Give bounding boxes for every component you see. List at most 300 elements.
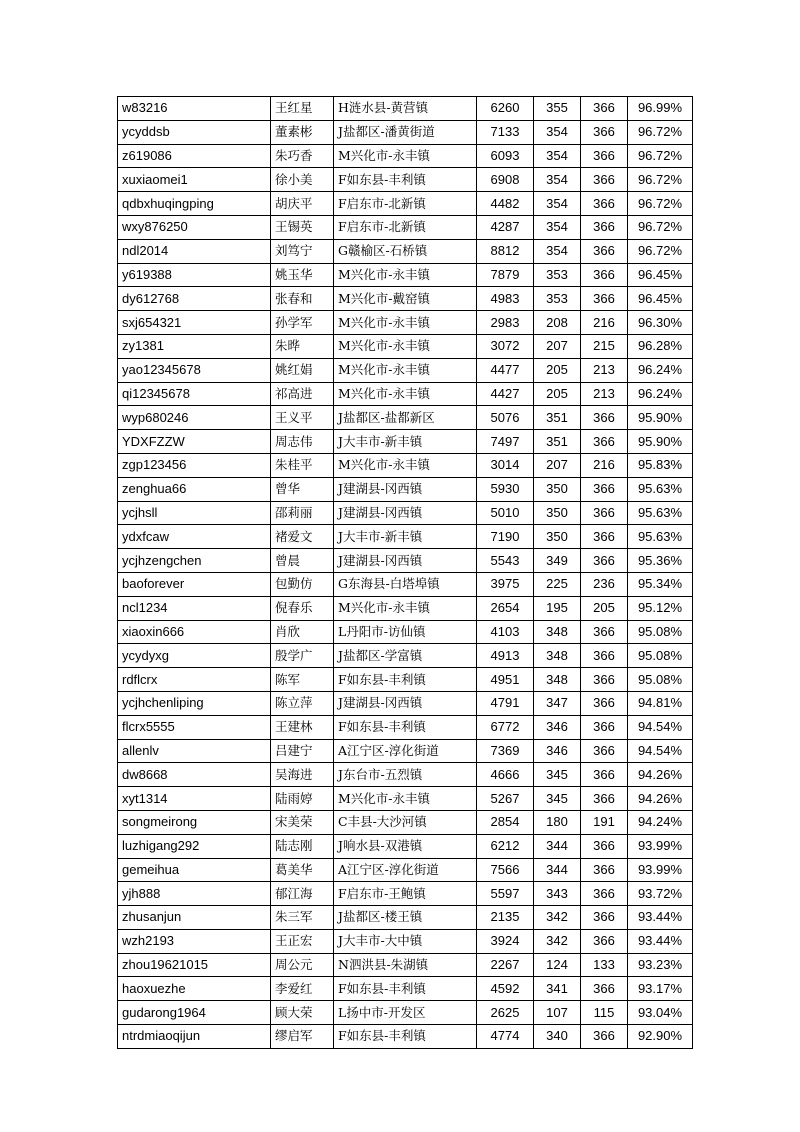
days-cell: 343 [534,882,581,906]
rate-cell: 93.44% [628,906,693,930]
area-cell: F启东市-北新镇 [334,215,477,239]
username-cell: ntrdmiaoqijun [118,1025,271,1049]
days-cell: 345 [534,787,581,811]
username-cell: dw8668 [118,763,271,787]
total-days-cell: 366 [581,1025,628,1049]
name-cell: 姚玉华 [271,263,334,287]
total-days-cell: 366 [581,929,628,953]
days-cell: 350 [534,501,581,525]
score-cell: 4791 [477,691,534,715]
username-cell: ycjhzengchen [118,549,271,573]
days-cell: 350 [534,525,581,549]
days-cell: 344 [534,834,581,858]
username-cell: zgp123456 [118,453,271,477]
score-cell: 3924 [477,929,534,953]
area-cell: F启东市-王鲍镇 [334,882,477,906]
days-cell: 351 [534,406,581,430]
name-cell: 宋美荣 [271,810,334,834]
score-cell: 2267 [477,953,534,977]
name-cell: 陈立萍 [271,691,334,715]
table-row [118,763,693,787]
area-cell: G赣榆区-石桥镇 [334,239,477,263]
area-cell: H涟水县-黄营镇 [334,97,477,121]
username-cell: rdflcrx [118,668,271,692]
score-cell: 6260 [477,97,534,121]
rate-cell: 95.08% [628,668,693,692]
score-cell: 4477 [477,358,534,382]
days-cell: 355 [534,97,581,121]
total-days-cell: 366 [581,549,628,573]
username-cell: ycjhchenliping [118,691,271,715]
name-cell: 褚爱文 [271,525,334,549]
days-cell: 207 [534,453,581,477]
rate-cell: 93.23% [628,953,693,977]
total-days-cell: 366 [581,906,628,930]
days-cell: 354 [534,192,581,216]
score-cell: 6908 [477,168,534,192]
table-row [118,120,693,144]
table-row [118,525,693,549]
total-days-cell: 191 [581,810,628,834]
score-cell: 3072 [477,334,534,358]
total-days-cell: 366 [581,977,628,1001]
days-cell: 344 [534,858,581,882]
rate-cell: 96.99% [628,97,693,121]
rate-cell: 93.72% [628,882,693,906]
table-row [118,644,693,668]
days-cell: 346 [534,739,581,763]
name-cell: 殷学广 [271,644,334,668]
rate-cell: 94.26% [628,787,693,811]
name-cell: 朱巧香 [271,144,334,168]
name-cell: 吕建宁 [271,739,334,763]
rate-cell: 96.72% [628,168,693,192]
table-row [118,358,693,382]
area-cell: M兴化市-永丰镇 [334,453,477,477]
total-days-cell: 366 [581,430,628,454]
days-cell: 180 [534,810,581,834]
rate-cell: 93.04% [628,1001,693,1025]
area-cell: M兴化市-永丰镇 [334,311,477,335]
score-cell: 5597 [477,882,534,906]
table-row [118,215,693,239]
score-cell: 4774 [477,1025,534,1049]
username-cell: YDXFZZW [118,430,271,454]
username-cell: gemeihua [118,858,271,882]
total-days-cell: 366 [581,834,628,858]
score-cell: 2654 [477,596,534,620]
total-days-cell: 215 [581,334,628,358]
total-days-cell: 366 [581,739,628,763]
rate-cell: 94.26% [628,763,693,787]
days-cell: 353 [534,287,581,311]
name-cell: 朱三军 [271,906,334,930]
total-days-cell: 216 [581,311,628,335]
days-cell: 205 [534,358,581,382]
username-cell: zenghua66 [118,477,271,501]
area-cell: M兴化市-永丰镇 [334,144,477,168]
table-row [118,311,693,335]
days-cell: 354 [534,239,581,263]
area-cell: M兴化市-永丰镇 [334,382,477,406]
rate-cell: 93.99% [628,858,693,882]
table-row [118,1025,693,1049]
area-cell: A江宁区-淳化街道 [334,739,477,763]
score-cell: 5076 [477,406,534,430]
name-cell: 胡庆平 [271,192,334,216]
score-cell: 6212 [477,834,534,858]
name-cell: 孙学军 [271,311,334,335]
score-cell: 4103 [477,620,534,644]
rate-cell: 96.72% [628,239,693,263]
username-cell: ycyddsb [118,120,271,144]
name-cell: 曾华 [271,477,334,501]
area-cell: N泗洪县-朱湖镇 [334,953,477,977]
total-days-cell: 366 [581,477,628,501]
total-days-cell: 366 [581,525,628,549]
name-cell: 包勤仿 [271,572,334,596]
rate-cell: 96.30% [628,311,693,335]
total-days-cell: 366 [581,97,628,121]
days-cell: 349 [534,549,581,573]
total-days-cell: 366 [581,120,628,144]
score-cell: 5267 [477,787,534,811]
score-cell: 2983 [477,311,534,335]
rate-cell: 96.24% [628,358,693,382]
name-cell: 王正宏 [271,929,334,953]
area-cell: M兴化市-永丰镇 [334,334,477,358]
name-cell: 周志伟 [271,430,334,454]
days-cell: 341 [534,977,581,1001]
total-days-cell: 366 [581,501,628,525]
score-cell: 2625 [477,1001,534,1025]
days-cell: 205 [534,382,581,406]
days-cell: 346 [534,715,581,739]
name-cell: 王义平 [271,406,334,430]
username-cell: w83216 [118,97,271,121]
username-cell: allenlv [118,739,271,763]
name-cell: 王红星 [271,97,334,121]
area-cell: L丹阳市-访仙镇 [334,620,477,644]
table-row [118,263,693,287]
total-days-cell: 366 [581,144,628,168]
name-cell: 肖欣 [271,620,334,644]
days-cell: 348 [534,620,581,644]
score-cell: 6093 [477,144,534,168]
table-row [118,239,693,263]
rate-cell: 93.44% [628,929,693,953]
name-cell: 倪春乐 [271,596,334,620]
table-row [118,668,693,692]
name-cell: 陈军 [271,668,334,692]
name-cell: 葛美华 [271,858,334,882]
table-row [118,453,693,477]
days-cell: 350 [534,477,581,501]
table-row [118,977,693,1001]
rate-cell: 93.99% [628,834,693,858]
days-cell: 208 [534,311,581,335]
total-days-cell: 366 [581,406,628,430]
area-cell: F如东县-丰利镇 [334,977,477,1001]
score-cell: 3014 [477,453,534,477]
total-days-cell: 213 [581,382,628,406]
rate-cell: 96.24% [628,382,693,406]
name-cell: 曾晨 [271,549,334,573]
table-row [118,287,693,311]
days-cell: 195 [534,596,581,620]
days-cell: 354 [534,168,581,192]
username-cell: ycjhsll [118,501,271,525]
rate-cell: 95.34% [628,572,693,596]
score-cell: 4666 [477,763,534,787]
total-days-cell: 366 [581,858,628,882]
table-row [118,953,693,977]
rate-cell: 96.28% [628,334,693,358]
score-cell: 7369 [477,739,534,763]
name-cell: 王建林 [271,715,334,739]
table-row [118,549,693,573]
rate-cell: 95.90% [628,406,693,430]
rate-cell: 92.90% [628,1025,693,1049]
name-cell: 朱桂平 [271,453,334,477]
username-cell: xiaoxin666 [118,620,271,644]
table-row [118,192,693,216]
rate-cell: 95.08% [628,644,693,668]
table-row [118,929,693,953]
area-cell: J响水县-双港镇 [334,834,477,858]
area-cell: C丰县-大沙河镇 [334,810,477,834]
table-row [118,858,693,882]
score-cell: 2135 [477,906,534,930]
area-cell: F启东市-北新镇 [334,192,477,216]
rate-cell: 94.54% [628,715,693,739]
table-row [118,739,693,763]
table-row [118,430,693,454]
total-days-cell: 366 [581,239,628,263]
table-row [118,97,693,121]
table-row [118,834,693,858]
score-cell: 5930 [477,477,534,501]
days-cell: 347 [534,691,581,715]
area-cell: F如东县-丰利镇 [334,715,477,739]
area-cell: M兴化市-戴窑镇 [334,287,477,311]
area-cell: J大丰市-新丰镇 [334,430,477,454]
rate-cell: 95.83% [628,453,693,477]
username-cell: wxy876250 [118,215,271,239]
table-row [118,406,693,430]
total-days-cell: 366 [581,192,628,216]
total-days-cell: 236 [581,572,628,596]
total-days-cell: 366 [581,715,628,739]
total-days-cell: 366 [581,168,628,192]
score-cell: 4592 [477,977,534,1001]
area-cell: L扬中市-开发区 [334,1001,477,1025]
name-cell: 邵莉丽 [271,501,334,525]
table-row [118,906,693,930]
total-days-cell: 216 [581,453,628,477]
days-cell: 354 [534,120,581,144]
area-cell: J盐都区-盐都新区 [334,406,477,430]
table-row [118,477,693,501]
username-cell: dy612768 [118,287,271,311]
area-cell: M兴化市-永丰镇 [334,787,477,811]
total-days-cell: 366 [581,668,628,692]
total-days-cell: 115 [581,1001,628,1025]
ranking-table [117,96,693,1049]
days-cell: 342 [534,906,581,930]
username-cell: songmeirong [118,810,271,834]
name-cell: 张春和 [271,287,334,311]
score-cell: 4482 [477,192,534,216]
name-cell: 吴海进 [271,763,334,787]
username-cell: haoxuezhe [118,977,271,1001]
username-cell: ycydyxg [118,644,271,668]
username-cell: xuxiaomei1 [118,168,271,192]
area-cell: M兴化市-永丰镇 [334,596,477,620]
table-row [118,596,693,620]
username-cell: zhou19621015 [118,953,271,977]
name-cell: 郁江海 [271,882,334,906]
name-cell: 缪启军 [271,1025,334,1049]
table-row [118,715,693,739]
table-row [118,787,693,811]
area-cell: G东海县-白塔埠镇 [334,572,477,596]
score-cell: 5010 [477,501,534,525]
table-row [118,1001,693,1025]
username-cell: y619388 [118,263,271,287]
score-cell: 4427 [477,382,534,406]
days-cell: 124 [534,953,581,977]
area-cell: J东台市-五烈镇 [334,763,477,787]
score-cell: 5543 [477,549,534,573]
days-cell: 207 [534,334,581,358]
total-days-cell: 366 [581,644,628,668]
username-cell: gudarong1964 [118,1001,271,1025]
score-cell: 3975 [477,572,534,596]
rate-cell: 95.63% [628,525,693,549]
username-cell: zy1381 [118,334,271,358]
rate-cell: 95.12% [628,596,693,620]
score-cell: 4287 [477,215,534,239]
username-cell: z619086 [118,144,271,168]
name-cell: 顾大荣 [271,1001,334,1025]
area-cell: J大丰市-新丰镇 [334,525,477,549]
rate-cell: 94.54% [628,739,693,763]
total-days-cell: 366 [581,215,628,239]
username-cell: baoforever [118,572,271,596]
table-body [118,97,693,1049]
rate-cell: 93.17% [628,977,693,1001]
table-row [118,382,693,406]
username-cell: yjh888 [118,882,271,906]
table-row [118,572,693,596]
area-cell: J盐都区-学富镇 [334,644,477,668]
score-cell: 7497 [477,430,534,454]
username-cell: flcrx5555 [118,715,271,739]
area-cell: A江宁区-淳化街道 [334,858,477,882]
table-row [118,144,693,168]
name-cell: 陆志刚 [271,834,334,858]
table-row [118,168,693,192]
rate-cell: 94.24% [628,810,693,834]
username-cell: qdbxhuqingping [118,192,271,216]
rate-cell: 96.72% [628,215,693,239]
rate-cell: 96.72% [628,120,693,144]
days-cell: 354 [534,144,581,168]
area-cell: J建湖县-冈西镇 [334,477,477,501]
username-cell: ndl2014 [118,239,271,263]
area-cell: J建湖县-冈西镇 [334,691,477,715]
rate-cell: 94.81% [628,691,693,715]
days-cell: 348 [534,644,581,668]
days-cell: 354 [534,215,581,239]
rate-cell: 96.45% [628,287,693,311]
score-cell: 7566 [477,858,534,882]
score-cell: 4951 [477,668,534,692]
area-cell: J盐都区-潘黄街道 [334,120,477,144]
area-cell: F如东县-丰利镇 [334,668,477,692]
username-cell: yao12345678 [118,358,271,382]
name-cell: 李爱红 [271,977,334,1001]
score-cell: 2854 [477,810,534,834]
username-cell: wyp680246 [118,406,271,430]
rate-cell: 95.63% [628,501,693,525]
rate-cell: 95.08% [628,620,693,644]
days-cell: 107 [534,1001,581,1025]
days-cell: 340 [534,1025,581,1049]
total-days-cell: 366 [581,263,628,287]
total-days-cell: 366 [581,287,628,311]
table-row [118,691,693,715]
name-cell: 姚红娟 [271,358,334,382]
days-cell: 342 [534,929,581,953]
rate-cell: 96.72% [628,192,693,216]
name-cell: 祁高进 [271,382,334,406]
username-cell: xyt1314 [118,787,271,811]
name-cell: 朱晔 [271,334,334,358]
total-days-cell: 205 [581,596,628,620]
username-cell: zhusanjun [118,906,271,930]
total-days-cell: 366 [581,787,628,811]
username-cell: sxj654321 [118,311,271,335]
score-cell: 4913 [477,644,534,668]
area-cell: F如东县-丰利镇 [334,168,477,192]
name-cell: 董素彬 [271,120,334,144]
name-cell: 徐小美 [271,168,334,192]
table-row [118,810,693,834]
username-cell: qi12345678 [118,382,271,406]
days-cell: 225 [534,572,581,596]
area-cell: F如东县-丰利镇 [334,1025,477,1049]
score-cell: 7190 [477,525,534,549]
area-cell: J建湖县-冈西镇 [334,501,477,525]
score-cell: 8812 [477,239,534,263]
area-cell: J建湖县-冈西镇 [334,549,477,573]
area-cell: J大丰市-大中镇 [334,929,477,953]
table-row [118,334,693,358]
table-row [118,501,693,525]
name-cell: 周公元 [271,953,334,977]
total-days-cell: 366 [581,763,628,787]
score-cell: 4983 [477,287,534,311]
total-days-cell: 366 [581,620,628,644]
username-cell: wzh2193 [118,929,271,953]
days-cell: 345 [534,763,581,787]
rate-cell: 96.45% [628,263,693,287]
days-cell: 353 [534,263,581,287]
rate-cell: 95.36% [628,549,693,573]
area-cell: M兴化市-永丰镇 [334,263,477,287]
